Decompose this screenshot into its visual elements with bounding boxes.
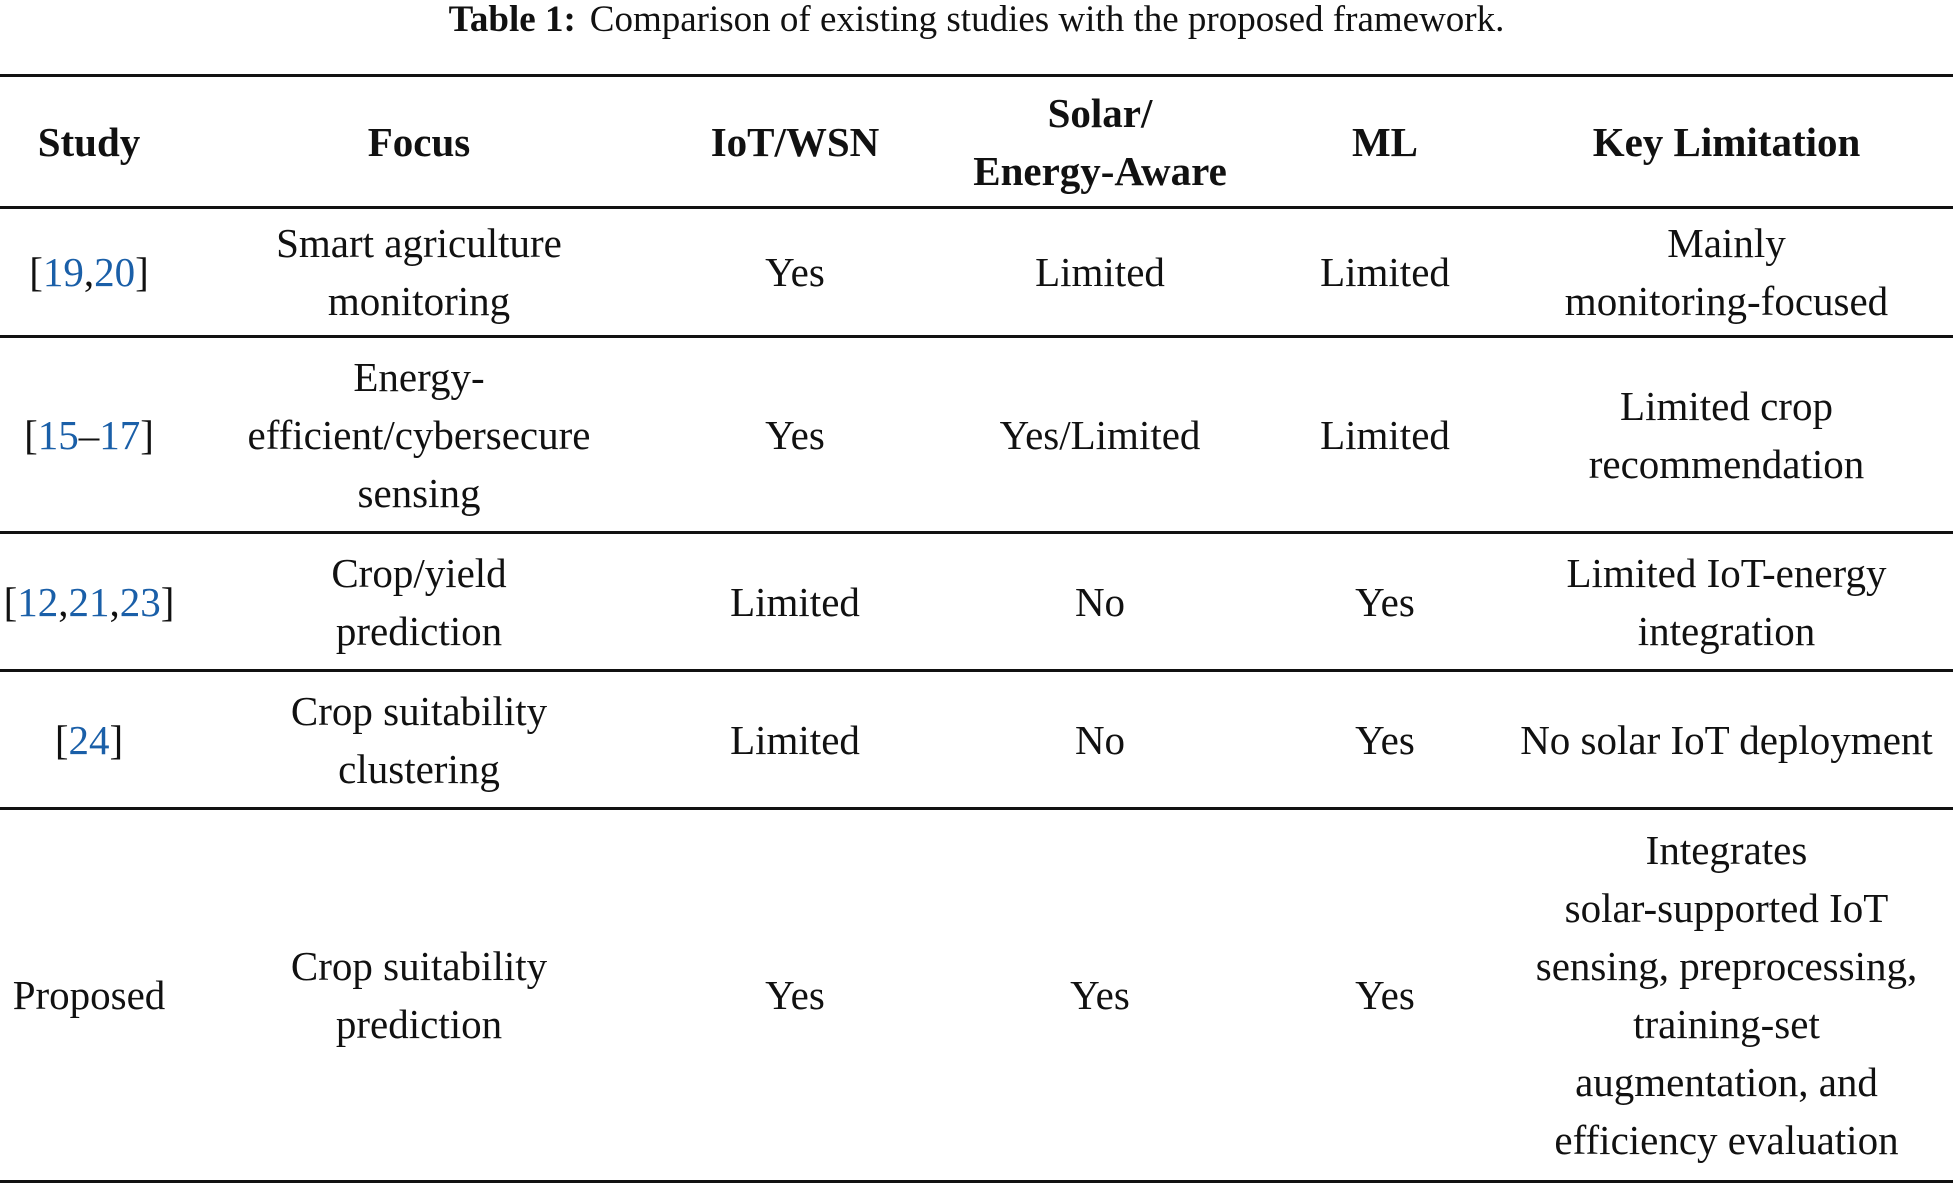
iot-wsn-cell: Yes <box>660 337 930 533</box>
ml-cell: Limited <box>1270 208 1500 337</box>
table-row <box>0 671 1953 809</box>
solar-cell: Limited <box>930 208 1270 337</box>
limitation-line: monitoring-focused <box>1564 278 1889 324</box>
focus-line: clustering <box>338 745 500 792</box>
bracket-close: ] <box>160 578 175 625</box>
iot-wsn-cell: Limited <box>660 533 930 671</box>
focus-cell <box>178 208 660 337</box>
header-solar-energy-aware <box>930 76 1270 208</box>
solar-cell: No <box>930 671 1270 809</box>
table-caption-text: Comparison of existing studies with the proposed framework. <box>589 0 1505 40</box>
table-caption <box>0 0 1953 40</box>
focus-cell <box>178 337 660 533</box>
iot-wsn-cell: Yes <box>660 208 930 337</box>
bracket-close: ] <box>140 411 154 458</box>
limitation-line: Limited crop <box>1620 382 1833 429</box>
ml-cell: Yes <box>1270 671 1500 809</box>
table-row <box>0 809 1953 1182</box>
table-row <box>0 533 1953 671</box>
limitation-line: integration <box>1637 607 1816 654</box>
solar-cell: Yes <box>930 809 1270 1182</box>
focus-cell <box>178 533 660 671</box>
header-solar-line-2: Energy-Aware <box>973 147 1227 194</box>
citation-link[interactable]: 24 <box>68 716 110 763</box>
limitation-line: Integrates <box>1645 827 1808 873</box>
citation-link[interactable]: 12 <box>17 578 59 625</box>
iot-wsn-cell: Yes <box>660 809 930 1182</box>
study-cell <box>0 337 178 533</box>
header-iot-wsn: IoT/WSN <box>660 76 930 208</box>
focus-line: monitoring <box>327 278 511 324</box>
citation-link[interactable]: 15 <box>37 411 79 458</box>
focus-line: Crop/yield <box>331 549 507 596</box>
focus-cell <box>178 809 660 1182</box>
limitation-line: training-set <box>1633 1001 1820 1047</box>
bracket-close: ] <box>135 249 149 295</box>
citation-link[interactable]: 20 <box>94 249 136 295</box>
header-study: Study <box>0 76 178 208</box>
header-solar-line-1: Solar/ <box>1047 89 1153 136</box>
focus-cell <box>178 671 660 809</box>
header-focus: Focus <box>178 76 660 208</box>
focus-line: sensing <box>357 469 481 516</box>
focus-line: Crop suitability <box>290 943 548 989</box>
limitation-line: efficiency evaluation <box>1554 1117 1899 1163</box>
limitation-cell <box>1500 809 1953 1182</box>
ml-cell: Limited <box>1270 337 1500 533</box>
focus-line: Crop suitability <box>290 687 548 734</box>
citation-separator: , <box>109 578 120 625</box>
limitation-line: augmentation, and <box>1575 1059 1878 1105</box>
focus-line: Energy- <box>353 353 485 400</box>
bracket-open: [ <box>3 578 18 625</box>
bracket-close: ] <box>109 716 124 763</box>
limitation-line: Mainly <box>1667 220 1786 266</box>
table-header-row <box>0 76 1953 208</box>
limitation-line: No solar IoT deployment <box>1520 716 1933 763</box>
citation-separator: , <box>58 578 69 625</box>
focus-line: prediction <box>335 607 503 654</box>
citation-link[interactable]: 21 <box>68 578 110 625</box>
table-row <box>0 337 1953 533</box>
header-key-limitation: Key Limitation <box>1500 76 1953 208</box>
ml-cell: Yes <box>1270 533 1500 671</box>
citation-separator: , <box>83 249 95 295</box>
header-ml: ML <box>1270 76 1500 208</box>
study-cell <box>0 533 178 671</box>
citation-link[interactable]: 23 <box>119 578 161 625</box>
limitation-line: solar-supported IoT <box>1564 885 1889 931</box>
limitation-cell <box>1500 533 1953 671</box>
citation-separator: – <box>78 411 100 458</box>
limitation-cell <box>1500 208 1953 337</box>
focus-line: efficient/cybersecure <box>247 411 591 458</box>
limitation-line: Limited IoT-energy <box>1566 549 1887 596</box>
study-cell <box>0 208 178 337</box>
bracket-open: [ <box>54 716 69 763</box>
solar-cell: No <box>930 533 1270 671</box>
comparison-table <box>0 74 1953 1183</box>
table-row <box>0 208 1953 337</box>
focus-line: Smart agriculture <box>276 220 562 266</box>
limitation-cell <box>1500 671 1953 809</box>
bracket-open: [ <box>29 249 43 295</box>
table-caption-label: Table 1: <box>448 0 576 40</box>
focus-line: prediction <box>335 1001 503 1047</box>
iot-wsn-cell: Limited <box>660 671 930 809</box>
study-cell <box>0 671 178 809</box>
citation-link[interactable]: 17 <box>99 411 141 458</box>
limitation-line: recommendation <box>1588 440 1865 487</box>
study-cell: Proposed <box>0 809 178 1182</box>
limitation-cell <box>1500 337 1953 533</box>
solar-cell: Yes/Limited <box>930 337 1270 533</box>
limitation-line: sensing, preprocessing, <box>1535 943 1918 989</box>
ml-cell: Yes <box>1270 809 1500 1182</box>
bracket-open: [ <box>24 411 38 458</box>
citation-link[interactable]: 19 <box>42 249 84 295</box>
